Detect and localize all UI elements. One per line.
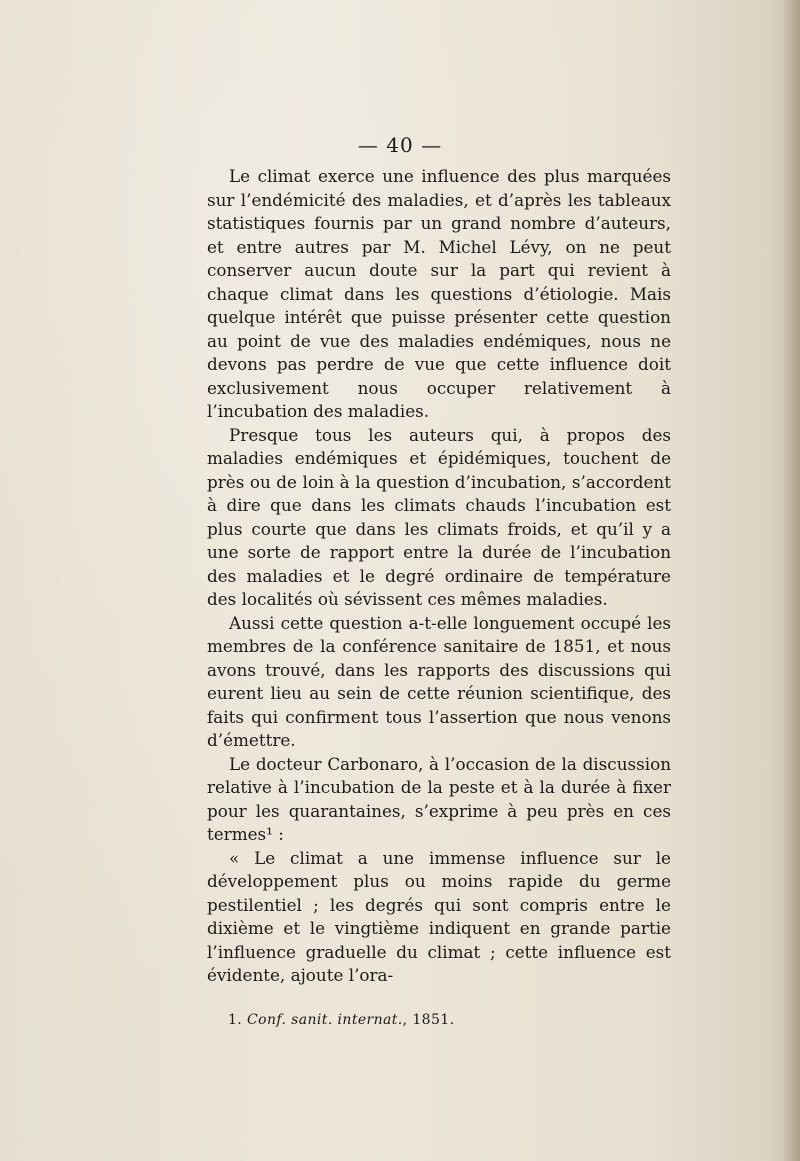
footnote-source: Conf. sanit. internat. xyxy=(247,1012,403,1028)
page-edge-shadow xyxy=(782,0,800,1161)
footnote-year: , 1851. xyxy=(402,1012,455,1028)
paragraph-quotation: « Le climat a une immense influence sur le développement plus ou moins rapide du germe pestilentiel ; les degrés qui sont compris entre le dixième et le vingtième indiquent en grande partie l’influence graduelle du climat ; cette influence est évidente, ajoute l’ora- xyxy=(207,847,671,985)
footnote-number: 1. xyxy=(228,1012,243,1028)
body-text xyxy=(207,165,671,988)
paragraph-carbonaro: Le docteur Carbonaro, à l’occasion de la discussion relative à l’incubation de la peste et à la durée à fixer pour les quarantaines, s’exprime à peu près en ces termes¹ : xyxy=(207,753,671,844)
paragraph-climate-endemicity: Le climat exerce une influence des plus marquées sur l’endémicité des maladies, et d’après les tableaux statistiques fournis par un grand nombre d’auteurs, et entre autres par M. Michel Lévy, on ne peut conserver aucun doute sur la part qui revient à chaque climat dans les questions d’étiologie. Mais quelque intérêt que puisse présenter cette question au point de vue des maladies endémiques, nous ne devons pas perdre de vue que cette influence doit exclusivement nous occuper relativement à l’incubation des maladies. xyxy=(207,166,671,421)
footnote xyxy=(228,1012,454,1028)
page-number: — 40 — xyxy=(357,133,443,157)
paragraph-sanitary-conference: Aussi cette question a-t-elle longuement occupé les membres de la conférence sanitaire de 1851, et nous avons trouvé, dans les rapports des discussions qui eurent lieu au sein de cette réunion scientifique, des faits qui confirment tous l’assertion que nous venons d’émettre. xyxy=(207,612,671,750)
paragraph-authors-incubation: Presque tous les auteurs qui, à propos des maladies endémiques et épidémiques, touchent de près ou de loin à la question d’incubation, s’accordent à dire que dans les climats chauds l’incubation est plus courte que dans les climats froids, et qu’il y a une sorte de rapport entre la durée de l’incubation des maladies et le degré ordinaire de température des localités où sévissent ces mêmes maladies. xyxy=(207,424,671,609)
